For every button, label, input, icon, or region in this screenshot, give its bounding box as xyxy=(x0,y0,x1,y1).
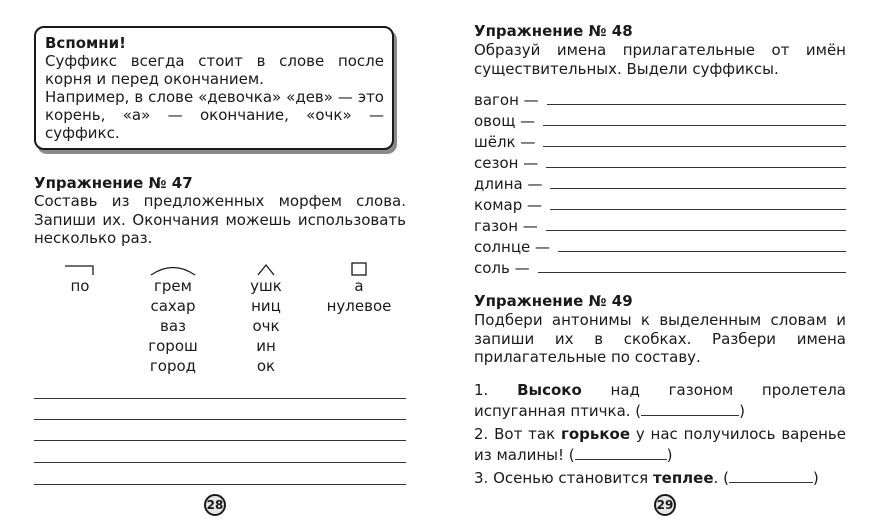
word-line-row[interactable] xyxy=(474,214,846,235)
sentence-1 xyxy=(474,380,846,422)
sentence-text: над газоном пролетела испуганная птичка. ( xyxy=(474,381,846,420)
writing-line[interactable] xyxy=(34,440,406,441)
remember-line-2: Например, в слове «девочка» «дев» — это корень, «а» — окончание, «очк» — суффикс. xyxy=(45,88,384,142)
source-noun: соль — xyxy=(474,259,530,277)
morpheme-item: по xyxy=(70,277,90,295)
answer-blank[interactable] xyxy=(575,445,667,460)
writing-line[interactable] xyxy=(34,484,406,485)
sentence-text: . ( xyxy=(713,469,729,487)
morpheme-item: очк xyxy=(252,317,280,335)
morpheme-item: город xyxy=(149,357,197,375)
prefix-column xyxy=(40,262,120,296)
writing-line[interactable] xyxy=(34,462,406,463)
exercise-48-title: Упражнение № 48 xyxy=(474,22,633,40)
morpheme-item: грем xyxy=(154,277,192,295)
answer-line[interactable] xyxy=(546,230,846,231)
source-noun: длина — xyxy=(474,175,543,193)
morpheme-item: ушк xyxy=(250,277,282,295)
answer-blank[interactable] xyxy=(641,401,739,416)
remember-title: Вспомни! xyxy=(45,34,126,52)
answer-line[interactable] xyxy=(538,272,846,273)
source-noun: вагон — xyxy=(474,91,539,109)
exercise-47-text: Составь из предложенных морфем слова. Запиши их. Окончания можешь использовать несколько раз. xyxy=(34,192,406,247)
page-number: 28 xyxy=(204,494,226,516)
suffix-symbol-icon xyxy=(226,262,306,276)
word-line-row[interactable] xyxy=(474,109,846,130)
answer-line[interactable] xyxy=(550,209,846,210)
ending-column xyxy=(319,262,399,316)
word-line-row[interactable] xyxy=(474,130,846,151)
answer-line[interactable] xyxy=(543,146,846,147)
remember-line-1: Суффикс всегда стоит в слове после корня и перед окончанием. xyxy=(45,52,384,88)
root-column xyxy=(133,262,213,376)
highlighted-word: Высоко xyxy=(517,381,582,399)
morpheme-item: а xyxy=(354,277,364,295)
answer-blank[interactable] xyxy=(729,468,813,483)
prefix-symbol-icon xyxy=(40,262,120,276)
word-line-row[interactable] xyxy=(474,235,846,256)
word-line-row[interactable] xyxy=(474,193,846,214)
writing-line[interactable] xyxy=(34,419,406,420)
answer-line[interactable] xyxy=(558,251,846,252)
morpheme-item: ваз xyxy=(159,317,186,335)
sentence-text: 3. Осенью становится xyxy=(474,469,649,487)
answer-line[interactable] xyxy=(550,188,846,189)
sentence-text: 2. Вот так xyxy=(474,425,556,443)
answer-line[interactable] xyxy=(546,167,846,168)
bracket-close: ) xyxy=(739,402,746,420)
sentence-number: 1. xyxy=(474,381,489,399)
morpheme-item: ниц xyxy=(251,297,281,315)
morpheme-item: ок xyxy=(256,357,276,375)
right-page xyxy=(440,0,880,531)
exercise-49-title: Упражнение № 49 xyxy=(474,292,633,310)
word-line-row[interactable] xyxy=(474,151,846,172)
morpheme-item: сахар xyxy=(150,297,196,315)
exercise-47-title: Упражнение № 47 xyxy=(34,174,193,192)
highlighted-word: горькое xyxy=(560,425,631,443)
page-number: 29 xyxy=(654,494,676,516)
word-line-row[interactable] xyxy=(474,172,846,193)
remember-box xyxy=(34,26,394,150)
answer-line[interactable] xyxy=(547,104,846,105)
highlighted-word: теплее xyxy=(652,469,714,487)
ending-symbol-icon xyxy=(319,262,399,276)
writing-line[interactable] xyxy=(34,398,406,399)
suffix-column xyxy=(226,262,306,376)
exercise-48-text: Образуй имена прилагательные от имён существительных. Выдели суффиксы. xyxy=(474,41,846,78)
morpheme-item: горош xyxy=(148,337,198,355)
exercise-49-text: Подбери антонимы к выделенным словам и запиши их в скобках. Разбери имена прилагательные по составу. xyxy=(474,311,846,366)
sentence-2 xyxy=(474,424,846,466)
morpheme-item: нулевое xyxy=(326,297,392,315)
source-noun: комар — xyxy=(474,196,543,214)
word-line-row[interactable] xyxy=(474,256,846,277)
bracket-close: ) xyxy=(666,446,673,464)
bracket-close: ) xyxy=(812,469,819,487)
sentence-3 xyxy=(474,468,846,489)
word-line-row[interactable] xyxy=(474,88,846,109)
source-noun: солнце — xyxy=(474,238,551,256)
root-symbol-icon xyxy=(133,262,213,276)
source-noun: сезон — xyxy=(474,154,539,172)
source-noun: шёлк — xyxy=(474,133,536,151)
sentence-text: у нас получилось варенье из малины! ( xyxy=(474,425,846,464)
source-noun: овощ — xyxy=(474,112,536,130)
source-noun: газон — xyxy=(474,217,538,235)
answer-line[interactable] xyxy=(543,125,846,126)
morpheme-item: ин xyxy=(256,337,276,355)
